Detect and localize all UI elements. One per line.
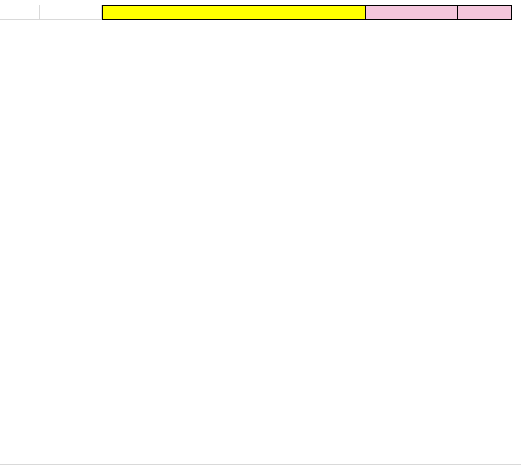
form-title-cell[interactable] xyxy=(102,5,366,20)
note-1[interactable] xyxy=(0,264,521,293)
requirements-title[interactable] xyxy=(0,250,521,264)
note-2[interactable] xyxy=(0,293,521,324)
note-5[interactable] xyxy=(0,394,521,408)
note-4[interactable] xyxy=(0,379,521,394)
empty-row[interactable] xyxy=(0,450,521,465)
empty-cell[interactable] xyxy=(40,5,102,20)
empty-cell[interactable] xyxy=(0,5,40,20)
today-label-cell[interactable] xyxy=(366,5,458,20)
note-6[interactable] xyxy=(0,408,521,432)
today-value-cell[interactable] xyxy=(458,5,512,20)
note-3[interactable] xyxy=(0,324,521,379)
note-7[interactable] xyxy=(0,434,521,450)
